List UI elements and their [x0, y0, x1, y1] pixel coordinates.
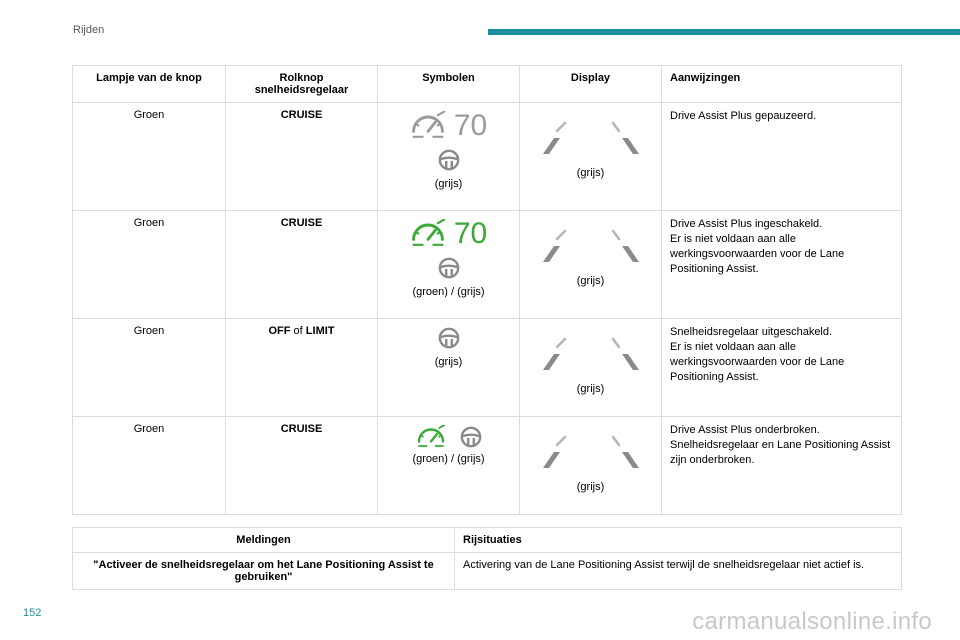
display-cell: [520, 211, 662, 319]
display-caption: (grijs): [576, 481, 605, 493]
note-line: Drive Assist Plus ingeschakeld.: [670, 218, 823, 230]
lane-lines-icon: [543, 433, 639, 473]
section-title: Rijden: [73, 24, 105, 36]
lamp-cell: Groen: [73, 103, 226, 211]
table-row: [73, 319, 902, 417]
speed-value: 70: [453, 109, 488, 142]
page-number: 152: [23, 607, 42, 619]
note-line: Snelheidsregelaar en Lane Positioning Assist zijn onderbroken.: [670, 439, 891, 466]
steering-wheel-icon: [438, 149, 460, 171]
roller-cell: CRUISE: [226, 211, 378, 319]
roller-limit: LIMIT: [305, 325, 335, 337]
symbols-cell: [378, 417, 520, 515]
note-line: Drive Assist Plus gepauzeerd.: [670, 110, 817, 122]
header-roller: Rolknop snelheidsregelaar: [226, 66, 378, 103]
header-messages: Meldingen: [73, 528, 455, 553]
note-line: Er is niet voldaan aan alle werkingsvoorwaarden voor de Lane Positioning Assist.: [670, 233, 845, 275]
lamp-cell: Groen: [73, 211, 226, 319]
display-caption: (grijs): [576, 275, 605, 287]
note-line: Snelheidsregelaar uitgeschakeld.: [670, 326, 833, 338]
notes-cell: [662, 417, 902, 515]
status-table: [72, 65, 902, 515]
table-header-row: [73, 528, 902, 553]
roller-cell: CRUISE: [226, 417, 378, 515]
message-cell: "Activeer de snelheidsregelaar om het Lane Positioning Assist te gebruiken": [73, 553, 455, 590]
header-situations: Rijsituaties: [455, 528, 902, 553]
symbol-caption: (grijs): [434, 178, 463, 190]
roller-or: of: [293, 325, 303, 337]
notes-cell: [662, 319, 902, 417]
speedometer-icon: [416, 425, 446, 449]
table-row: [73, 553, 902, 590]
header-notes: Aanwijzingen: [662, 66, 902, 103]
table-row: [73, 103, 902, 211]
situation-cell: Activering van de Lane Positioning Assist terwijl de snelheidsregelaar niet actief is.: [455, 553, 902, 590]
header-lamp: Lampje van de knop: [73, 66, 226, 103]
note-line: Er is niet voldaan aan alle werkingsvoorwaarden voor de Lane Positioning Assist.: [670, 341, 845, 383]
table-row: [73, 211, 902, 319]
notes-cell: [662, 103, 902, 211]
roller-cell: CRUISE: [226, 103, 378, 211]
symbols-cell: [378, 211, 520, 319]
lane-lines-icon: [543, 335, 639, 375]
lamp-cell: Groen: [73, 417, 226, 515]
display-cell: [520, 319, 662, 417]
lane-lines-icon: [543, 119, 639, 159]
speedometer-icon: [410, 219, 446, 249]
symbols-cell: [378, 103, 520, 211]
symbol-caption: (groen) / (grijs): [412, 286, 485, 298]
speedometer-icon: [410, 111, 446, 141]
display-cell: [520, 417, 662, 515]
lane-lines-icon: [543, 227, 639, 267]
header-display: Display: [520, 66, 662, 103]
header-symbols: Symbolen: [378, 66, 520, 103]
table-row: [73, 417, 902, 515]
messages-table: [72, 527, 902, 590]
steering-wheel-icon: [460, 426, 482, 448]
display-cell: [520, 103, 662, 211]
steering-wheel-icon: [438, 327, 460, 349]
symbols-cell: [378, 319, 520, 417]
display-caption: (grijs): [576, 167, 605, 179]
header-accent-bar: [488, 29, 960, 35]
lamp-cell: Groen: [73, 319, 226, 417]
table-header-row: [73, 66, 902, 103]
roller-off: OFF: [268, 325, 291, 337]
speed-value: 70: [453, 217, 488, 250]
watermark: carmanualsonline.info: [692, 608, 932, 635]
display-caption: (grijs): [576, 383, 605, 395]
symbol-caption: (grijs): [434, 356, 463, 368]
roller-cell: [226, 319, 378, 417]
symbol-caption: (groen) / (grijs): [412, 453, 485, 465]
notes-cell: [662, 211, 902, 319]
steering-wheel-icon: [438, 257, 460, 279]
note-line: Drive Assist Plus onderbroken.: [670, 424, 820, 436]
